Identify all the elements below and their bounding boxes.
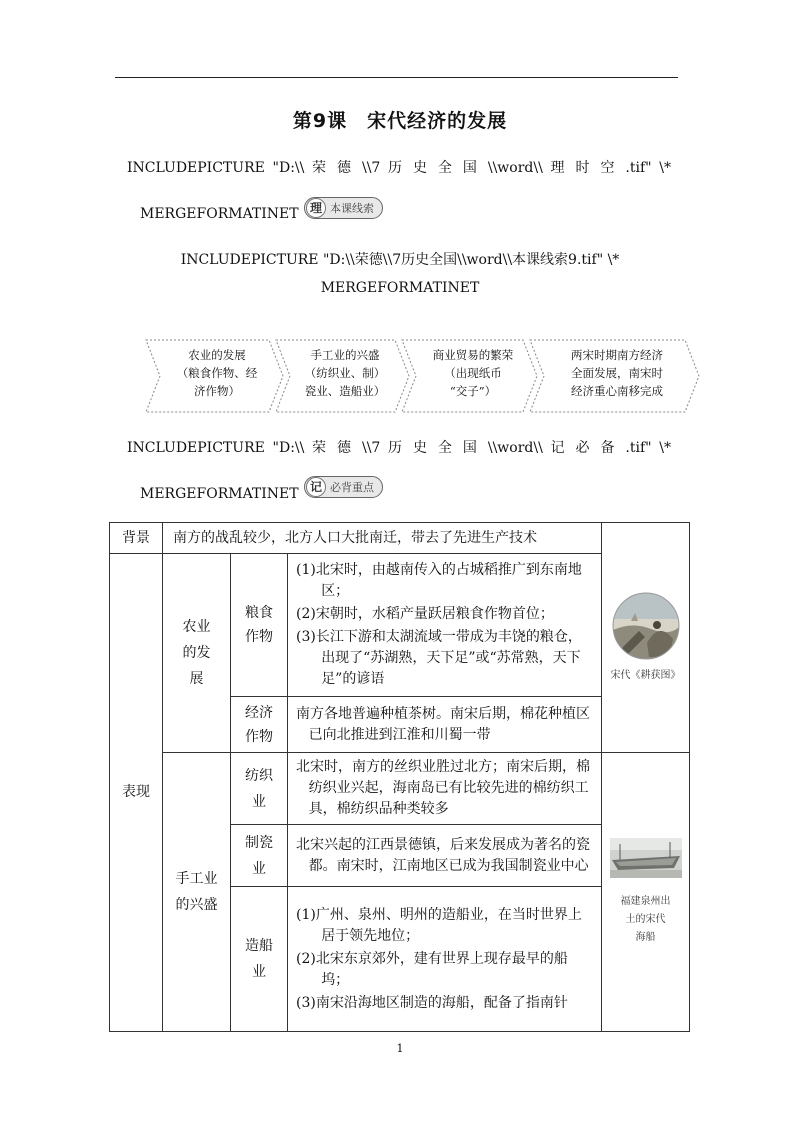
flow-box-label: 济作物） bbox=[194, 384, 240, 398]
flow-box-label: “交子”） bbox=[449, 384, 497, 398]
must-remember-badge bbox=[304, 476, 383, 498]
table-row bbox=[110, 523, 690, 554]
flow-box-label: 瓷业、造船业） bbox=[304, 384, 386, 398]
flow-box-label: 商业贸易的繁荣 bbox=[432, 348, 514, 362]
cash-crops-content bbox=[288, 697, 602, 753]
farming-painting-image bbox=[611, 591, 681, 661]
flow-box-label: （纺织业、制） bbox=[304, 366, 386, 380]
flow-box-label: （粮食作物、经 bbox=[176, 366, 258, 380]
shipbuilding-content bbox=[288, 887, 602, 1032]
list-item: (3)南宋沿海地区制造的海船，配备了指南针 bbox=[296, 994, 568, 1011]
song-ship-photo bbox=[610, 838, 682, 878]
image-cell bbox=[602, 523, 690, 753]
performance-label: 表现 bbox=[110, 554, 163, 1032]
page-title: 第9课 宋代经济的发展 bbox=[292, 110, 508, 132]
badge-glyph: 记 bbox=[306, 477, 326, 497]
field-code-line: MERGEFORMATINET bbox=[320, 280, 480, 296]
flow-box-label: 全面发展，南宋时 bbox=[571, 366, 663, 380]
flow-box-label: 农业的发展 bbox=[188, 348, 246, 362]
lesson-flow-diagram bbox=[145, 338, 705, 414]
list-item: (1)广州、泉州、明州的造船业，在当时世界上居于领先地位； bbox=[296, 906, 582, 944]
handicraft-label: 手工业 的兴盛 bbox=[163, 753, 231, 1032]
image-cell bbox=[602, 753, 690, 1032]
agriculture-label: 农业 的发 展 bbox=[163, 554, 231, 753]
cash-crops-label: 经济 作物 bbox=[231, 697, 288, 753]
background-text: 南方的战乱较少，北方人口大批南迁，带去了先进生产技术 bbox=[163, 523, 602, 554]
knowledge-table bbox=[109, 522, 690, 1032]
textile-label: 纺织 业 bbox=[231, 753, 288, 825]
lesson-clue-badge bbox=[304, 197, 383, 219]
field-code-line: MERGEFORMATINET bbox=[140, 206, 299, 222]
image-caption: 福建泉州出 土的宋代 海船 bbox=[620, 895, 671, 943]
flow-box-label: 两宋时期南方经济 bbox=[571, 348, 663, 362]
list-item: (2)北宋东京郊外，建有世界上现存最早的船坞； bbox=[296, 950, 568, 988]
field-code-line: INCLUDEPICTURE "D:\\荣德\\7历史全国\\word\\本课线索9.tif" \* bbox=[180, 252, 620, 268]
textile-text: 北宋时，南方的丝织业胜过北方；南宋后期，棉纺织业兴起，海南岛已有比较先进的棉纺织工具，棉纺织品种类较多 bbox=[296, 759, 590, 817]
badge-label: 必背重点 bbox=[330, 481, 374, 494]
textile-content bbox=[288, 753, 602, 825]
list-item: (3)长江下游和太湖流域一带成为丰饶的粮仓，出现了“苏湖熟，天下足”或“苏常熟，天下足”的谚语 bbox=[296, 629, 582, 687]
cash-crops-text: 南方各地普遍种植茶树。南宋后期，棉花种植区已向北推进到江淮和川蜀一带 bbox=[296, 705, 590, 743]
badge-glyph: 理 bbox=[306, 198, 326, 218]
page-number: 1 bbox=[396, 1042, 404, 1055]
shipbuilding-label: 造船 业 bbox=[231, 887, 288, 1032]
image-caption: 宋代《耕获图》 bbox=[610, 670, 681, 681]
grain-crops-label: 粮食 作物 bbox=[231, 554, 288, 697]
field-code-line: INCLUDEPICTURE "D:\\ 荣 德 \\7 历 史 全 国 \\word\\ 记 必 备 .tif" \* bbox=[127, 440, 671, 456]
field-code-line: MERGEFORMATINET bbox=[140, 486, 299, 502]
list-item: (1)北宋时，由越南传入的占城稻推广到东南地区； bbox=[296, 562, 582, 599]
field-code-line: INCLUDEPICTURE "D:\\ 荣 德 \\7 历 史 全 国 \\word\\ 理 时 空 .tif" \* bbox=[127, 160, 671, 176]
grain-crops-content bbox=[288, 554, 602, 697]
porcelain-label: 制瓷 业 bbox=[231, 825, 288, 887]
flow-box-label: 经济重心南移完成 bbox=[571, 384, 663, 398]
header-rule bbox=[115, 77, 678, 78]
flow-box-label: 手工业的兴盛 bbox=[310, 348, 380, 362]
background-label: 背景 bbox=[110, 523, 163, 554]
table-row bbox=[110, 753, 690, 825]
list-item: (2)宋朝时，水稻产量跃居粮食作物首位； bbox=[296, 606, 554, 622]
flow-box-label: （出现纸币 bbox=[444, 366, 502, 380]
porcelain-text: 北宋兴起的江西景德镇，后来发展成为著名的瓷都。南宋时，江南地区已成为我国制瓷业中心 bbox=[296, 836, 590, 874]
porcelain-content bbox=[288, 825, 602, 887]
badge-label: 本课线索 bbox=[330, 202, 374, 215]
